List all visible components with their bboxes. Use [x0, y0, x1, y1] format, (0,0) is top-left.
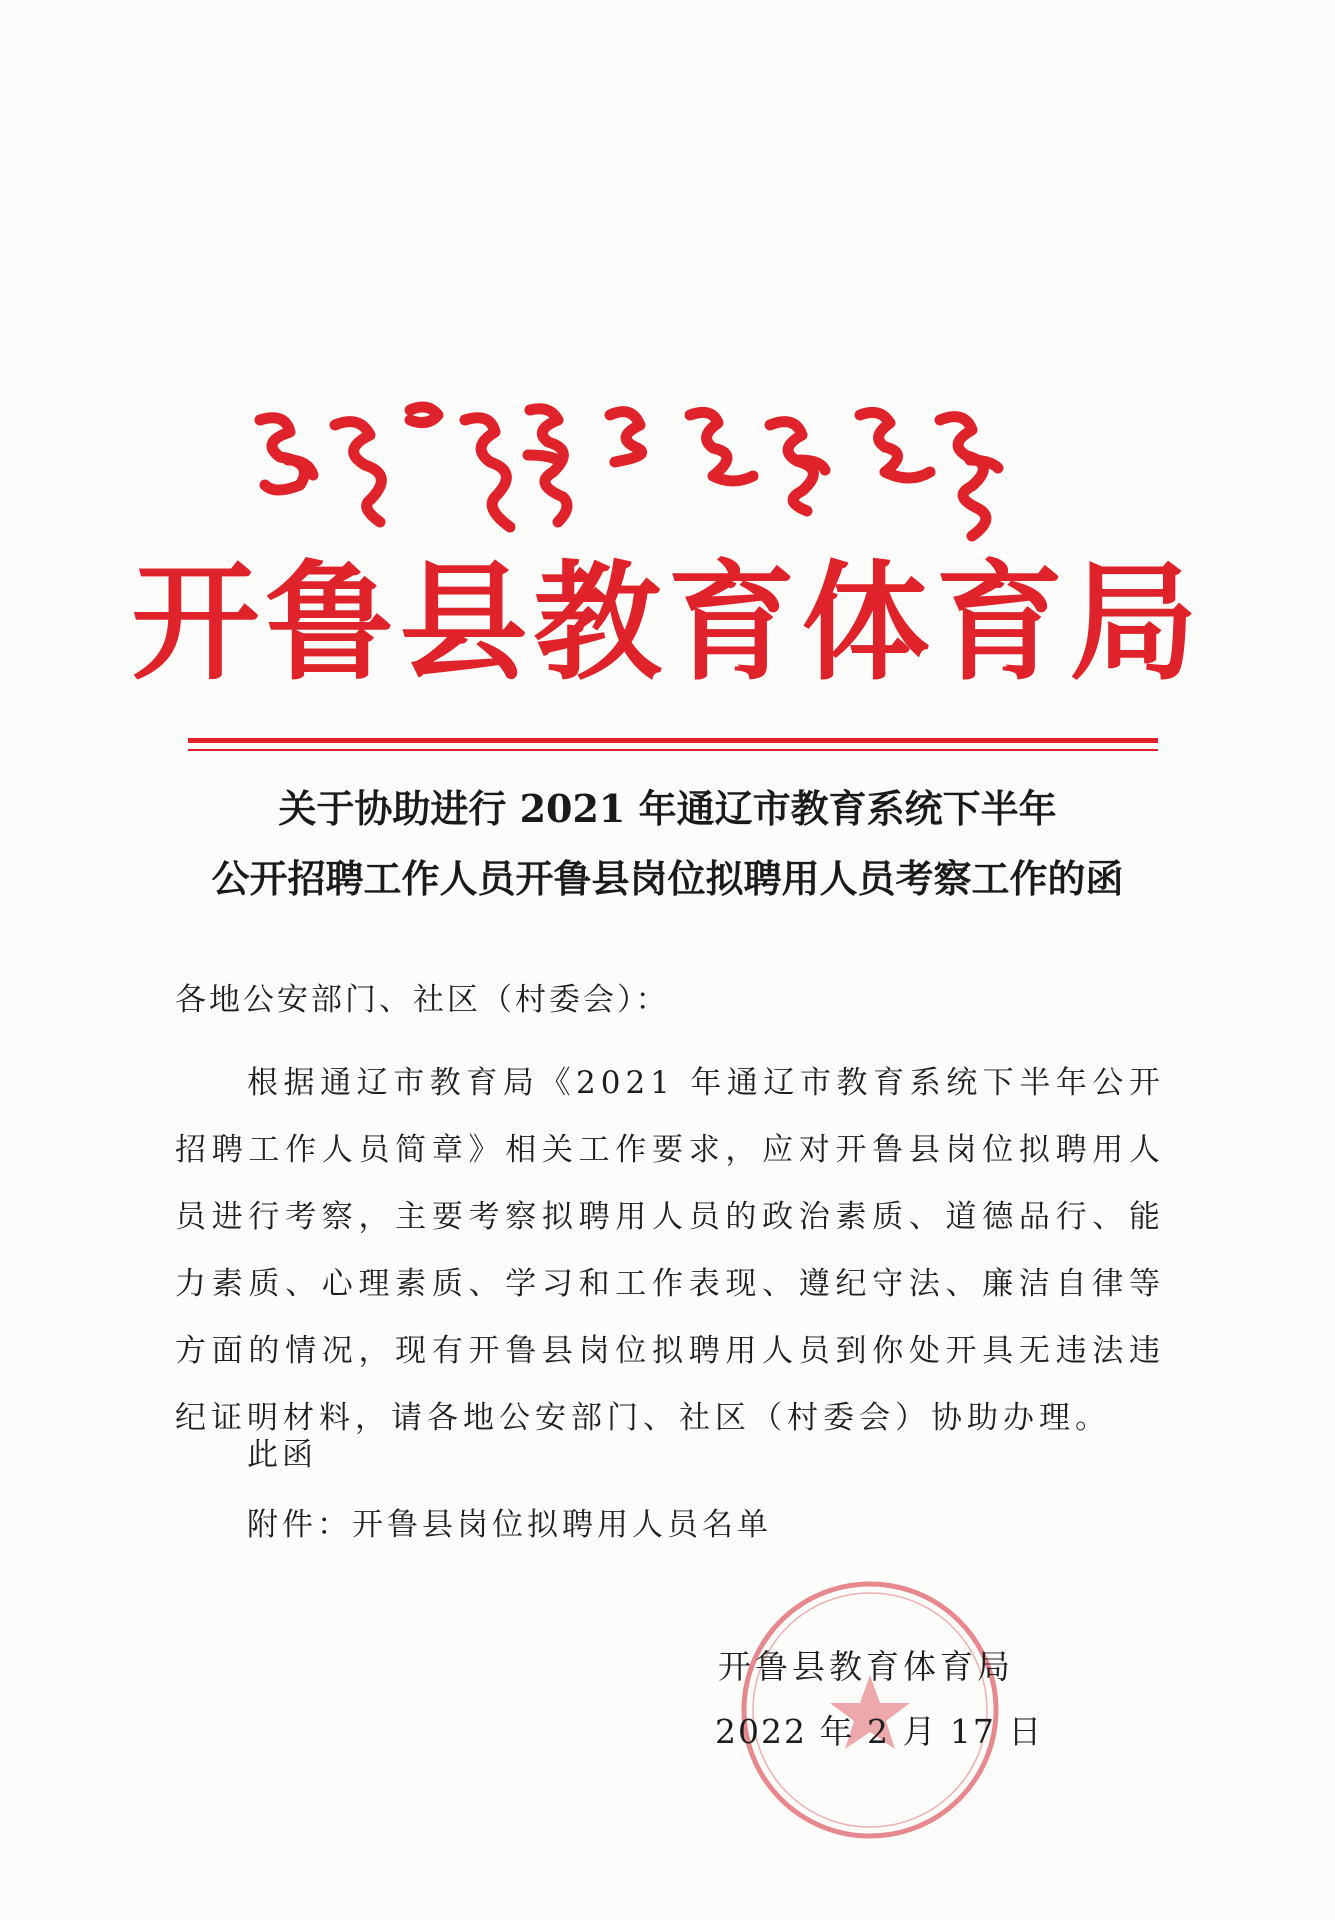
mongolian-script-graphic [240, 400, 1120, 550]
signer-name: 开鲁县教育体育局 [718, 1647, 1014, 1686]
official-seal-graphic [735, 1575, 1005, 1845]
addressee: 各地公安部门、社区（村委会）： [175, 982, 670, 1018]
letterhead-rule [188, 738, 1158, 743]
body-paragraph: 根据通辽市教育局《2021 年通辽市教育系统下半年公开招聘工作人员简章》相关工作要求，应对开鲁县岗位拟聘用人员进行考察，主要考察拟聘用人员的政治素质、道德品行、能力素质、心理素质、学习和工作表现、遵纪守法、廉洁自律等方面的情况，现有开鲁县岗位拟聘用人员到你处开具无违法违纪证明材料，请各地公安部门、社区（村委会）协助办理。 [175, 1065, 1165, 1436]
attachment-line: 附件：开鲁县岗位拟聘用人员名单 [247, 1507, 772, 1543]
document-title-line-1: 关于协助进行 2021 年通辽市教育系统下半年 [278, 786, 1057, 831]
org-letterhead-title: 开鲁县教育体育局 [131, 549, 1204, 698]
mongolian-script-header [240, 400, 1120, 550]
closing-text: 此函 [247, 1437, 317, 1473]
document-title-line-2: 公开招聘工作人员开鲁县岗位拟聘用人员考察工作的函 [211, 856, 1124, 901]
signature-date: 2022 年 2 月 17 日 [715, 1712, 1044, 1751]
letterhead-rule-thin [188, 749, 1158, 751]
official-seal [735, 1575, 1005, 1845]
